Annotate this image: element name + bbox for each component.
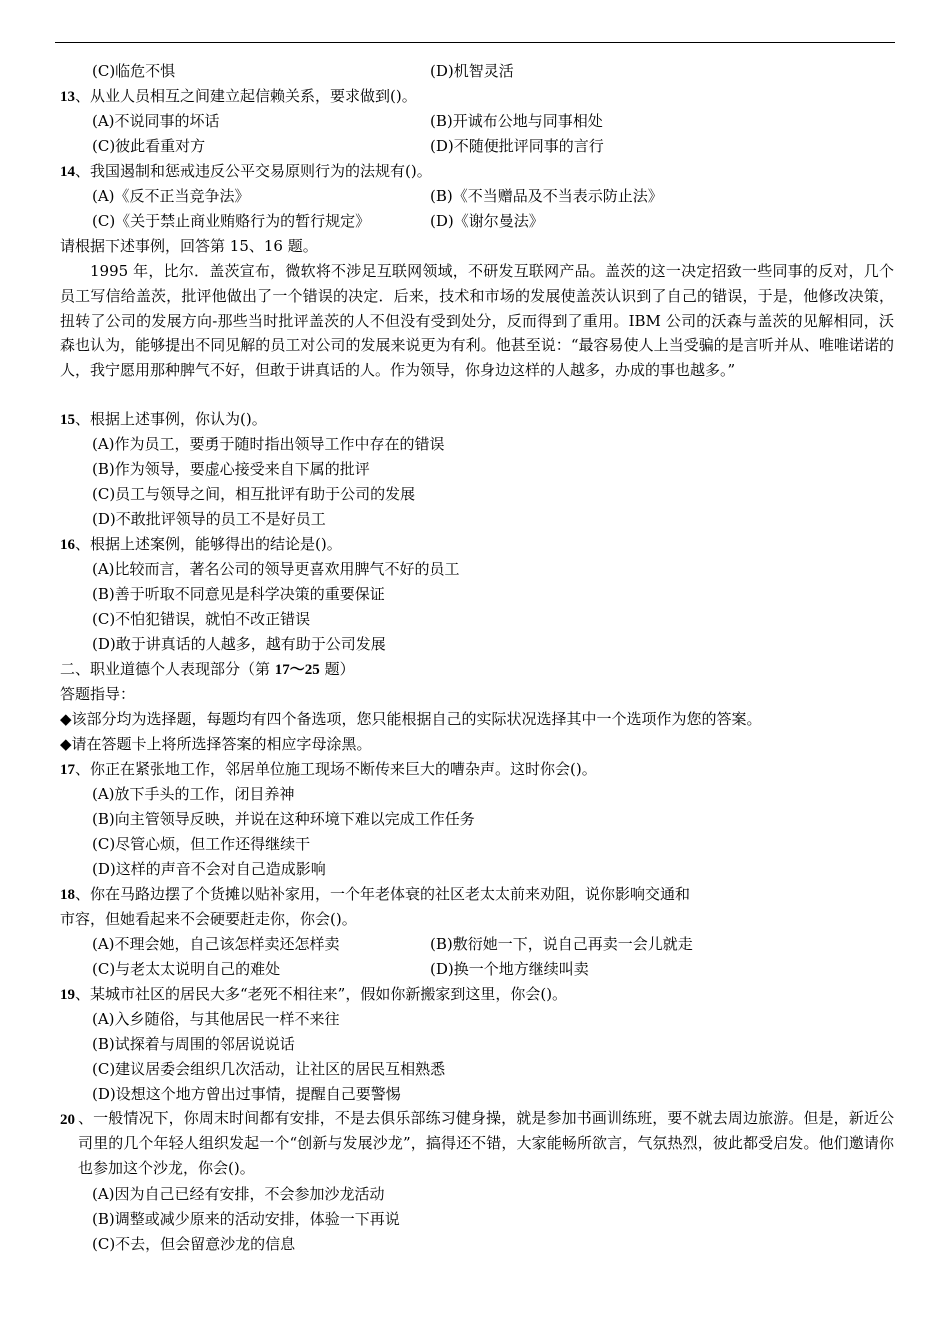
question-18-continued: 市容，但她看起来不会硬要赶走你，你会()。 — [60, 910, 357, 928]
question-number: 19 — [60, 987, 75, 1003]
q18-option-a: (A)不理会她，自己该怎样卖还怎样卖 — [92, 935, 340, 953]
q20-option-c: (C)不去，但会留意沙龙的信息 — [92, 1235, 296, 1253]
q18-option-c: (C)与老太太说明自己的难处 — [92, 960, 281, 978]
q17-option-c: (C)尽管心烦，但工作还得继续干 — [92, 835, 311, 853]
question-number: 20 — [60, 1112, 75, 1128]
guide-item-1: ◆该部分均为选择题，每题均有四个备选项，您只能根据自己的实际状况选择其中一个选项作为您的答案。 — [60, 710, 762, 728]
question-15 — [60, 409, 267, 430]
q17-option-b: (B)向主管领导反映，并说在这种环境下难以完成工作任务 — [92, 810, 475, 828]
question-number: 14 — [60, 164, 75, 180]
q14-option-c: (C)《关于禁止商业贿赂行为的暂行规定》 — [92, 212, 371, 230]
q15-option-b: (B)作为领导，要虚心接受来自下属的批评 — [92, 460, 370, 478]
question-number: 13 — [60, 89, 75, 105]
q15-option-d: (D)不敢批评领导的员工不是好员工 — [92, 510, 326, 528]
question-number: 16 — [60, 537, 75, 553]
question-16 — [60, 534, 342, 555]
q20-option-a: (A)因为自己已经有安排，不会参加沙龙活动 — [92, 1185, 385, 1203]
question-14 — [60, 161, 432, 182]
q13-option-d: (D)不随便批评同事的言行 — [430, 137, 604, 155]
q20-option-b: (B)调整或减少原来的活动安排，体验一下再说 — [92, 1210, 400, 1228]
question-number: 17 — [60, 762, 75, 778]
question-20-number — [60, 1109, 75, 1130]
case-paragraph: 1995 年，比尔．盖茨宣布，微软将不涉足互联网领域，不研发互联网产品。盖茨的这一决定招致一些同事的反对，几个员工写信给盖茨，批评他做出了一个错误的决定．后来，技术和市场的发展使盖茨认识到了自己的错误，于是，他修改决策，扭转了公司的发展方向-那些当时批评盖茨的人不但没有受到处分，反而得到了重用。IBM 公司的沃森与盖茨的见解相同，沃森也认为，能够提出不同见解的员工对公司的发展来说更为有利。他甚至说：“最容易使人上当受骗的是言听并从、唯唯诺诺的人，我宁愿用那种脾气不好，但敢于讲真话的人。作为领导，你身边这样的人越多，办成的事也越多。” — [60, 262, 894, 380]
question-18 — [60, 884, 690, 905]
section-2-range: 17～25 — [274, 662, 320, 678]
q16-option-c: (C)不怕犯错误，就怕不改正错误 — [92, 610, 311, 628]
q13-option-a: (A)不说同事的坏话 — [92, 112, 220, 130]
q14-option-b: (B)《不当赠品及不当表示防止法》 — [430, 187, 663, 205]
q17-option-d: (D)这样的声音不会对自己造成影响 — [92, 860, 326, 878]
guide-title: 答题指导： — [60, 685, 136, 703]
question-17 — [60, 759, 597, 780]
question-text: 、我国遏制和惩戒违反公平交易原则行为的法规有()。 — [75, 162, 432, 180]
guide-item-2: ◆请在答题卡上将所选择答案的相应字母涂黑。 — [60, 735, 372, 753]
question-text: 、从业人员相互之间建立起信赖关系，要求做到()。 — [75, 87, 417, 105]
q13-option-b: (B)开诚布公地与同事相处 — [430, 112, 603, 130]
q18-option-b: (B)敷衍她一下，说自己再卖一会儿就走 — [430, 935, 693, 953]
q15-option-c: (C)员工与领导之间，相互批评有助于公司的发展 — [92, 485, 416, 503]
section-2-suffix: 题） — [319, 660, 355, 678]
question-text: 、你在马路边摆了个货摊以贴补家用，一个年老体衰的社区老太太前来劝阻，说你影响交通和 — [75, 885, 691, 903]
question-19 — [60, 984, 567, 1005]
q19-option-a: (A)入乡随俗，与其他居民一样不来往 — [92, 1010, 340, 1028]
q12-option-d: (D)机智灵活 — [430, 62, 514, 80]
q19-option-d: (D)设想这个地方曾出过事情，提醒自己要警惕 — [92, 1085, 401, 1103]
question-text: 、根据上述案例，能够得出的结论是()。 — [75, 535, 342, 553]
q13-option-c: (C)彼此看重对方 — [92, 137, 206, 155]
q16-option-a: (A)比较而言，著名公司的领导更喜欢用脾气不好的员工 — [92, 560, 460, 578]
question-20-text: 、一般情况下，你周末时间都有安排，不是去俱乐部练习健身操，就是参加书画训练班，要不就去周边旅游。但是，新近公司里的几个年轻人组织发起一个“创新与发展沙龙”，搞得还不错，大家能畅所欲言，气氛热烈，彼此都受启发。他们邀请你也参加这个沙龙，你会()。 — [78, 1109, 894, 1177]
q17-option-a: (A)放下手头的工作，闭目养神 — [92, 785, 295, 803]
q14-option-d: (D)《谢尔曼法》 — [430, 212, 544, 230]
section-2-heading — [60, 659, 355, 680]
q19-option-b: (B)试探着与周围的邻居说说话 — [92, 1035, 295, 1053]
question-text: 、某城市社区的居民大多“老死不相往来”，假如你新搬家到这里，你会()。 — [75, 985, 568, 1003]
q15-option-a: (A)作为员工，要勇于随时指出领导工作中存在的错误 — [92, 435, 445, 453]
question-number: 15 — [60, 412, 75, 428]
case-intro: 请根据下述事例，回答第 15、16 题。 — [60, 237, 318, 255]
q19-option-c: (C)建议居委会组织几次活动，让社区的居民互相熟悉 — [92, 1060, 446, 1078]
question-number: 18 — [60, 887, 75, 903]
question-text: 、你正在紧张地工作，邻居单位施工现场不断传来巨大的嘈杂声。这时你会()。 — [75, 760, 597, 778]
q16-option-d: (D)敢于讲真话的人越多，越有助于公司发展 — [92, 635, 386, 653]
section-2-prefix: 二、职业道德个人表现部分（第 — [60, 660, 275, 678]
question-text: 、根据上述事例，你认为()。 — [75, 410, 267, 428]
q14-option-a: (A)《反不正当竞争法》 — [92, 187, 250, 205]
q18-option-d: (D)换一个地方继续叫卖 — [430, 960, 589, 978]
q16-option-b: (B)善于听取不同意见是科学决策的重要保证 — [92, 585, 385, 603]
question-13 — [60, 86, 417, 107]
header-rule — [55, 42, 895, 43]
q12-option-c: (C)临危不惧 — [92, 62, 176, 80]
